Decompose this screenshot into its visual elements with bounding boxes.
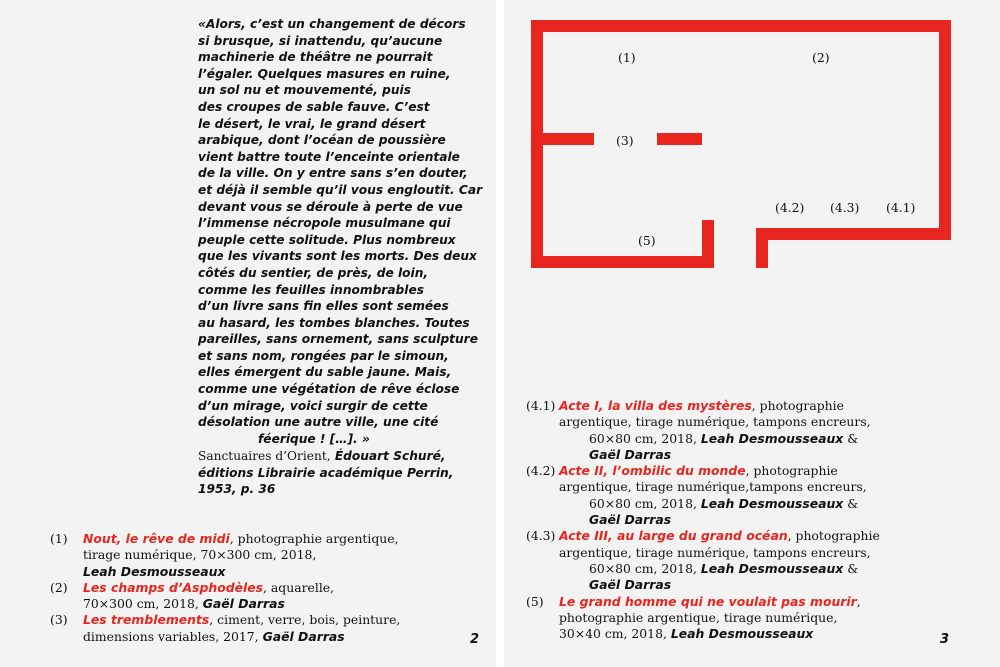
quote-line: si brusque, si inattendu, qu’aucune <box>198 33 443 48</box>
credit-entry <box>50 531 450 580</box>
right-page <box>504 0 1000 667</box>
quote-line: devant vous se déroule à perte de vue <box>198 199 463 214</box>
work-title: Acte II, l’ombilic du monde <box>559 463 746 479</box>
exhibition-floor-plan <box>504 0 1000 300</box>
artist-name: Gaël Darras <box>589 446 672 462</box>
quote-line: au hasard, les tombes blanches. Toutes <box>198 315 470 330</box>
quote-line: vient battre toute l’enceinte orientale <box>198 149 460 164</box>
quote-line: arabique, dont l’océan de poussière <box>198 133 446 148</box>
credit-number: (3) <box>50 612 68 628</box>
credit-entry <box>526 398 966 463</box>
work-title: Acte I, la villa des mystères <box>559 398 752 413</box>
quote-block <box>198 16 488 447</box>
credit-number: (2) <box>50 579 68 595</box>
ampersand: & <box>843 560 859 576</box>
plan-label-4-2: (4.2) <box>775 200 805 215</box>
artist-name: Gaël Darras <box>589 577 672 593</box>
work-details: , <box>856 593 861 609</box>
plan-wall-right-post <box>756 228 768 268</box>
credit-number: (4.1) <box>526 398 556 413</box>
page-number: 2 <box>470 632 480 647</box>
plan-wall-right <box>939 20 951 240</box>
work-title: Les champs d’Asphodèles <box>83 579 264 595</box>
work-details: argentique, tirage numérique, tampons encreurs, <box>559 544 871 560</box>
quote-line: peuple cette solitude. Plus nombreux <box>198 232 456 247</box>
work-details: , aquarelle, <box>263 579 335 595</box>
artist-name: Leah Desmousseaux <box>700 560 844 576</box>
artist-name: Leah Desmousseaux <box>83 563 226 579</box>
credit-number: (4.3) <box>526 528 556 544</box>
plan-wall-bottom-left <box>531 256 714 268</box>
work-details: , photographie <box>751 398 844 413</box>
credits-list <box>526 398 966 642</box>
work-details: photographie argentique, tirage numérique, <box>559 609 838 625</box>
quote-line: et sans nom, rongées par le simoun, <box>198 348 449 363</box>
page-number: 3 <box>940 632 950 647</box>
quote-line: un sol nu et mouvementé, puis <box>198 83 411 98</box>
left-page <box>0 0 496 667</box>
plan-label-3: (3) <box>616 133 634 148</box>
work-details: , ciment, verre, bois, peinture, <box>209 612 401 628</box>
work-title: Le grand homme qui ne voulait pas mourir <box>559 593 857 609</box>
quote-line: elles émergent du sable jaune. Mais, <box>198 365 452 380</box>
quote-line: désolation une autre ville, une cité <box>198 415 439 430</box>
quote-line: pareilles, sans ornement, sans sculpture <box>198 332 478 347</box>
quote-line: féerique ! […]. » <box>258 431 370 446</box>
credit-number: (1) <box>50 531 68 546</box>
quote-line: l’égaler. Quelques masures en ruine, <box>198 66 451 81</box>
quote-line: comme les feuilles innombrables <box>198 282 424 297</box>
quote-line: des croupes de sable fauve. C’est <box>198 99 430 114</box>
work-details: , photographie <box>787 528 880 544</box>
plan-label-5: (5) <box>638 233 656 248</box>
work-details: argentique, tirage numérique, tampons encreurs, <box>559 414 871 430</box>
credit-entry <box>50 580 450 613</box>
work-details: 70×300 cm, 2018, <box>83 596 203 612</box>
quote-line: côtés du sentier, de près, de loin, <box>198 265 429 280</box>
credit-entry <box>50 612 450 645</box>
credit-entry <box>526 463 966 528</box>
credit-entry <box>526 528 966 593</box>
work-details: , photographie argentique, <box>229 531 399 546</box>
credits-list <box>50 531 450 645</box>
artist-name: Gaël Darras <box>589 512 672 528</box>
source-work: Sanctuaires d’Orient, <box>198 449 331 463</box>
quote-line: comme une végétation de rêve éclose <box>198 382 460 397</box>
quote-line: et déjà il semble qu’il vous engloutit. Car <box>198 182 483 197</box>
plan-wall-bottom-right <box>756 228 951 240</box>
artist-name: Leah Desmousseaux <box>670 626 814 642</box>
artist-name: Leah Desmousseaux <box>700 430 844 446</box>
work-details: 30×40 cm, 2018, <box>559 626 671 642</box>
quote-line: l’immense nécropole musulmane qui <box>198 216 451 231</box>
credit-entry <box>526 594 966 643</box>
artist-name: Gaël Darras <box>262 628 345 644</box>
plan-label-1: (1) <box>618 50 636 65</box>
plan-label-2: (2) <box>812 50 830 65</box>
quote-line: d’un mirage, voici surgir de cette <box>198 398 428 413</box>
work-details: argentique, tirage numérique,tampons encreurs, <box>559 479 867 495</box>
quote-line: que les vivants sont les morts. Des deux <box>198 249 477 264</box>
ampersand: & <box>843 495 859 511</box>
work-title: Nout, le rêve de midi <box>83 531 230 546</box>
work-details: tirage numérique, 70×300 cm, 2018, <box>83 547 317 563</box>
work-details: dimensions variables, 2017, <box>83 628 263 644</box>
artist-name: Gaël Darras <box>202 596 285 612</box>
quote-line: «Alors, c’est un changement de décors <box>198 17 466 31</box>
plan-partition-right <box>657 133 702 145</box>
plan-partition-left <box>531 133 594 145</box>
plan-walls <box>531 20 951 268</box>
plan-wall-notch <box>702 220 714 232</box>
quote-line: de la ville. On y entre sans s’en douter, <box>198 166 468 181</box>
plan-label-4-3: (4.3) <box>830 200 860 215</box>
source-year: 1953, p. 36 <box>198 482 276 497</box>
quote-line: d’un livre sans fin elles sont semées <box>198 299 449 314</box>
plan-wall-top <box>531 20 951 32</box>
quote-source <box>198 448 488 498</box>
quote-line: le désert, le vrai, le grand désert <box>198 116 426 131</box>
source-author: Édouart Schuré, <box>330 449 446 463</box>
credit-number: (5) <box>526 593 544 609</box>
work-details: 60×80 cm, 2018, <box>589 560 701 576</box>
source-publisher: éditions Librairie académique Perrin, <box>198 465 454 480</box>
work-details: , photographie <box>745 463 838 479</box>
artist-name: Leah Desmousseaux <box>700 495 844 511</box>
work-details: 60×80 cm, 2018, <box>589 430 701 446</box>
credit-number: (4.2) <box>526 463 556 479</box>
work-details: 60×80 cm, 2018, <box>589 495 701 511</box>
work-title: Acte III, au large du grand océan <box>559 528 788 544</box>
work-title: Les tremblements <box>83 612 210 628</box>
plan-label-4-1: (4.1) <box>886 200 916 215</box>
ampersand: & <box>843 430 859 446</box>
quote-line: machinerie de théâtre ne pourrait <box>198 50 433 65</box>
